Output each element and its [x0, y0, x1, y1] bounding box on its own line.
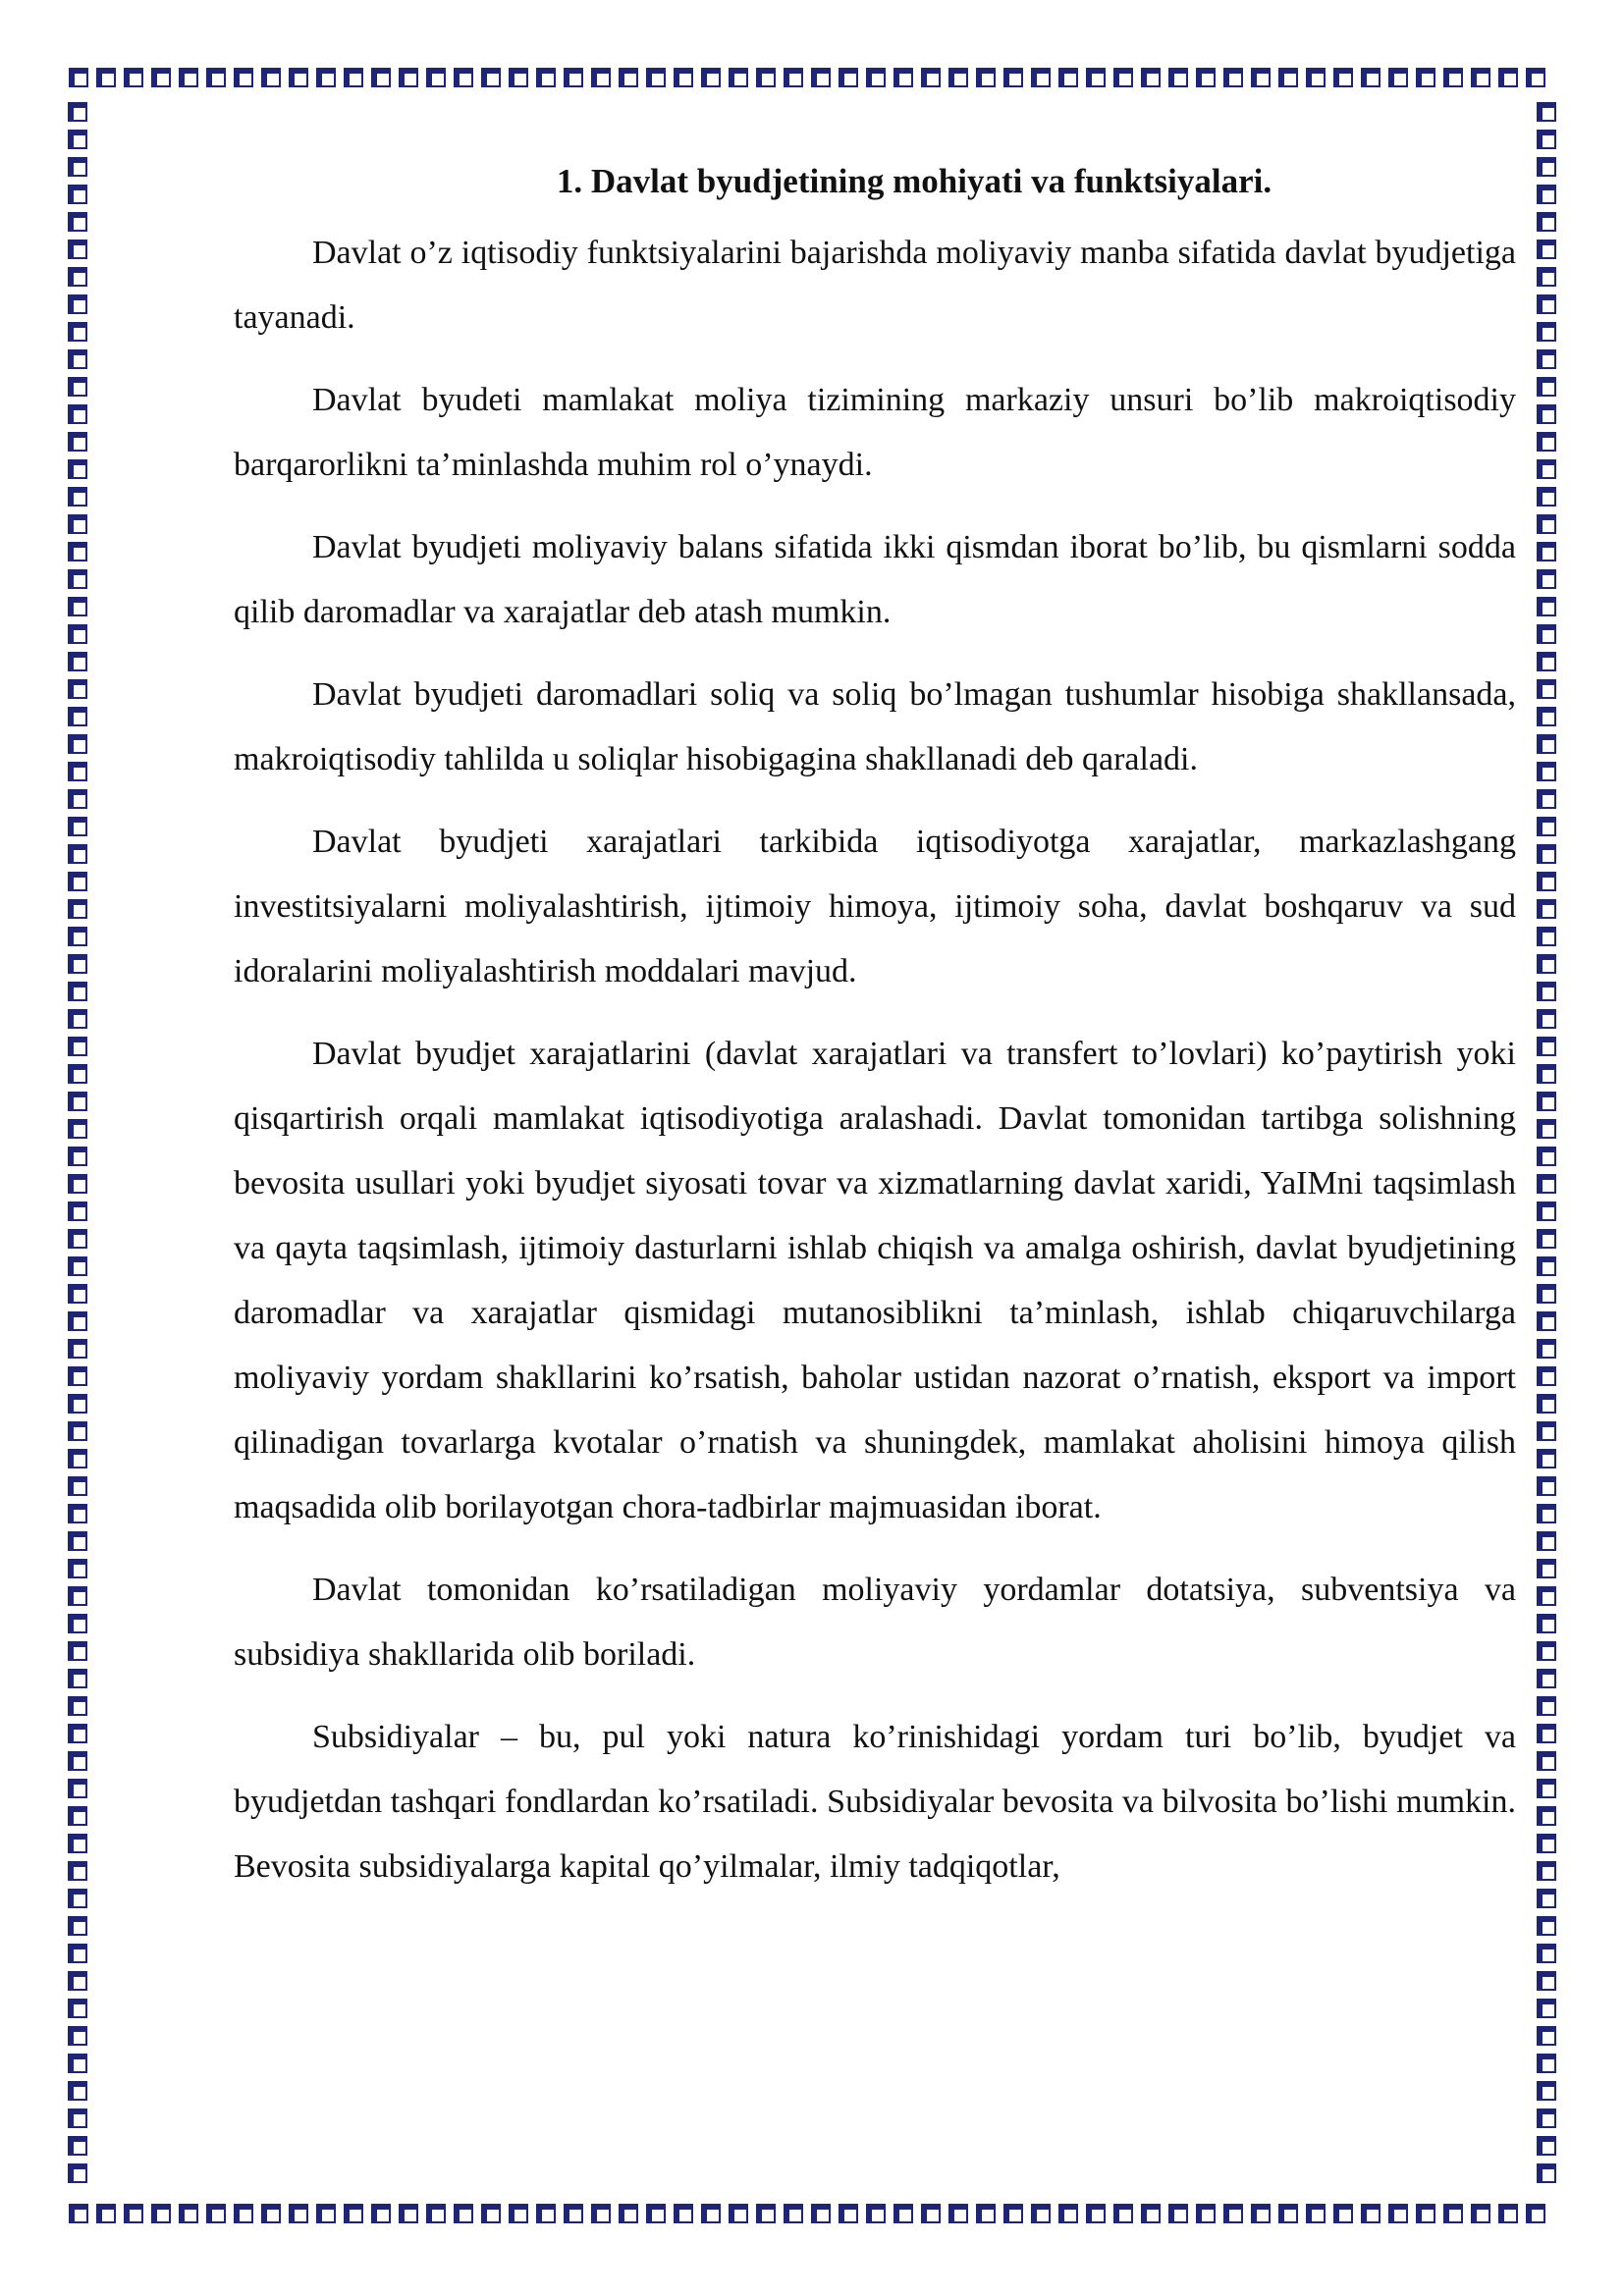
border-square: [68, 1366, 87, 1386]
border-square: [68, 294, 87, 314]
border-square: [68, 624, 87, 644]
border-square: [1537, 927, 1556, 946]
border-square: [1537, 1421, 1556, 1441]
border-square: [371, 2204, 391, 2223]
document-body: [234, 152, 1516, 1917]
paragraph: Davlat tomonidan ko’rsatiladigan moliyaviy yordamlar dotatsiya, subventsiya va subsidiya shakllarida olib boriladi.: [234, 1572, 1516, 1673]
border-square: [1113, 68, 1133, 87]
border-square: [1537, 1751, 1556, 1771]
border-square: [68, 707, 87, 726]
border-square: [1141, 2204, 1161, 2223]
border-square: [1278, 68, 1298, 87]
border-square: [68, 212, 87, 232]
border-square: [68, 1751, 87, 1771]
border-square: [1537, 1366, 1556, 1386]
border-square: [564, 68, 583, 87]
border-square: [1471, 68, 1490, 87]
border-square: [674, 68, 693, 87]
border-square: [1537, 1971, 1556, 1991]
border-square: [1537, 542, 1556, 561]
border-square: [68, 954, 87, 974]
section-title: 1. Davlat byudjetining mohiyati va funktsiyalari.: [556, 162, 1272, 200]
border-square: [756, 2204, 776, 2223]
border-square: [1537, 130, 1556, 149]
border-square: [1537, 294, 1556, 314]
border-square: [948, 2204, 968, 2223]
border-square: [68, 542, 87, 561]
border-square: [1537, 1064, 1556, 1084]
paragraph: Davlat byudjeti daromadlari soliq va soliq bo’lmagan tushumlar hisobiga shakllansada, makroiqtisodiy tahlilda u soliqlar hisobigagina shakllanadi deb qaraladi.: [234, 676, 1516, 777]
border-square: [1537, 322, 1556, 342]
border-square: [1537, 734, 1556, 754]
border-square: [509, 68, 528, 87]
border-square: [1416, 68, 1435, 87]
border-square: [68, 1889, 87, 1908]
border-square: [68, 1641, 87, 1661]
border-square: [1537, 1916, 1556, 1936]
border-square: [1537, 157, 1556, 177]
border-square: [68, 487, 87, 507]
border-square: [68, 1916, 87, 1936]
border-square: [234, 2204, 253, 2223]
border-square: [68, 1284, 87, 1304]
border-square: [68, 267, 87, 287]
border-square: [921, 2204, 941, 2223]
border-square: [756, 68, 776, 87]
border-square: [1537, 569, 1556, 589]
border-square: [1113, 2204, 1133, 2223]
border-square: [68, 1229, 87, 1249]
border-square: [1537, 954, 1556, 974]
border-square: [1537, 1009, 1556, 1029]
border-square: [289, 68, 308, 87]
border-square: [646, 2204, 666, 2223]
border-square: [1537, 1476, 1556, 1496]
border-square: [1537, 652, 1556, 671]
border-square: [536, 2204, 556, 2223]
border-square: [1537, 2136, 1556, 2156]
border-square: [68, 1999, 87, 2018]
border-square: [454, 2204, 473, 2223]
border-square: [866, 2204, 886, 2223]
border-square: [68, 1147, 87, 1166]
border-square: [619, 2204, 638, 2223]
border-square: [179, 2204, 198, 2223]
border-square: [68, 872, 87, 891]
border-square: [1141, 68, 1161, 87]
border-square: [893, 2204, 913, 2223]
border-square: [1537, 2109, 1556, 2128]
border-square: [1537, 1779, 1556, 1798]
border-square: [1537, 1449, 1556, 1468]
border-square: [68, 349, 87, 369]
border-square: [96, 68, 116, 87]
border-square: [68, 789, 87, 809]
paragraph: Subsidiyalar – bu, pul yoki natura ko’rinishidagi yordam turi bo’lib, byudjet va byudjetdan tashqari fondlardan ko’rsatiladi. Subsidiyalar bevosita va bilvosita bo’lishi mumkin. Bevosita subsidiyalarga kapital qo’yilmalar, ilmiy tadqiqotlar,: [234, 1719, 1516, 1885]
border-square: [1537, 1889, 1556, 1908]
border-square: [68, 1394, 87, 1414]
border-square: [591, 68, 611, 87]
border-square: [68, 1256, 87, 1276]
border-square: [1537, 872, 1556, 891]
border-square: [784, 68, 803, 87]
border-square: [1333, 2204, 1353, 2223]
border-square: [68, 2163, 87, 2183]
border-square: [839, 2204, 858, 2223]
border-square: [1333, 68, 1353, 87]
border-square: [68, 1421, 87, 1441]
border-square: [1168, 2204, 1188, 2223]
border-square: [68, 2054, 87, 2073]
border-square: [1537, 789, 1556, 809]
border-square: [68, 734, 87, 754]
border-square: [1537, 1256, 1556, 1276]
border-square: [811, 2204, 831, 2223]
border-square: [564, 2204, 583, 2223]
border-square: [371, 68, 391, 87]
border-square: [948, 68, 968, 87]
border-square: [1086, 2204, 1106, 2223]
border-square: [784, 2204, 803, 2223]
border-square: [674, 2204, 693, 2223]
border-square: [1537, 1641, 1556, 1661]
border-square: [1537, 1229, 1556, 1249]
border-square: [68, 2136, 87, 2156]
border-square: [68, 377, 87, 397]
border-square: [1537, 1284, 1556, 1304]
border-square: [1526, 68, 1545, 87]
border-square: [1537, 459, 1556, 479]
border-square: [316, 68, 336, 87]
border-square: [619, 68, 638, 87]
border-square: [1537, 1037, 1556, 1056]
border-square: [1537, 982, 1556, 1001]
border-square: [68, 762, 87, 781]
border-square: [866, 68, 886, 87]
border-square: [509, 2204, 528, 2223]
border-square: [68, 1779, 87, 1798]
border-square: [1537, 1119, 1556, 1139]
border-square: [1361, 2204, 1380, 2223]
border-square: [976, 2204, 996, 2223]
border-square: [68, 130, 87, 149]
border-square: [1443, 68, 1463, 87]
border-square: [1498, 2204, 1518, 2223]
border-square: [1537, 844, 1556, 864]
border-square: [1537, 1614, 1556, 1633]
border-square: [399, 68, 418, 87]
border-square: [1537, 1504, 1556, 1523]
border-square: [1086, 68, 1106, 87]
border-square: [1003, 68, 1023, 87]
border-square: [68, 652, 87, 671]
decorative-border-bottom: [65, 2201, 1549, 2226]
border-square: [69, 2204, 88, 2223]
border-square: [68, 1944, 87, 1963]
border-square: [1498, 68, 1518, 87]
border-square: [68, 1174, 87, 1194]
border-square: [1306, 68, 1326, 87]
border-square: [1306, 2204, 1326, 2223]
border-square: [68, 1009, 87, 1029]
border-square: [1537, 679, 1556, 699]
border-square: [481, 68, 501, 87]
border-square: [701, 2204, 721, 2223]
border-square: [591, 2204, 611, 2223]
border-square: [1003, 2204, 1023, 2223]
border-square: [1251, 68, 1271, 87]
border-square: [206, 68, 226, 87]
border-square: [976, 68, 996, 87]
border-square: [1537, 1861, 1556, 1881]
border-square: [1537, 2054, 1556, 2073]
border-square: [893, 68, 913, 87]
border-square: [261, 2204, 281, 2223]
paragraph: Davlat o’z iqtisodiy funktsiyalarini bajarishda moliyaviy manba sifatida davlat byudjetiga tayanadi.: [234, 235, 1516, 336]
border-square: [68, 1971, 87, 1991]
border-square: [1537, 1806, 1556, 1826]
border-square: [1537, 597, 1556, 616]
border-square: [1031, 2204, 1051, 2223]
border-square: [1537, 212, 1556, 232]
border-square: [1537, 1696, 1556, 1716]
border-square: [1278, 2204, 1298, 2223]
border-square: [1537, 707, 1556, 726]
border-square: [729, 68, 748, 87]
border-square: [1537, 185, 1556, 204]
border-square: [68, 1724, 87, 1743]
border-square: [1537, 1092, 1556, 1111]
border-square: [1416, 2204, 1435, 2223]
border-square: [1537, 1586, 1556, 1606]
border-square: [68, 899, 87, 919]
border-square: [316, 2204, 336, 2223]
border-square: [1537, 487, 1556, 507]
border-square: [1526, 2204, 1545, 2223]
border-square: [1196, 2204, 1216, 2223]
border-square: [68, 1531, 87, 1551]
border-square: [1537, 1201, 1556, 1221]
paragraph: Davlat byudjet xarajatlarini (davlat xarajatlari va transfert to’lovlari) ko’paytirish yoki qisqartirish orqali mamlakat iqtisodiyotiga aralashadi. Davlat tomonidan tartibga solishning bevosita usullari yoki byudjet siyosati tovar va xizmatlarning davlat xaridi, YaIMni taqsimlash va qayta taqsimlash, ijtimoiy dasturlarni ishlab chiqish va amalga oshirish, davlat byudjetining daromadlar va xarajatlar qismidagi mutanosiblikni ta’minlash, ishlab chiqaruvchilarga moliyaviy yordam shakllarini ko’rsatish, baholar ustidan nazorat o’rnatish, eksport va import qilinadigan tovarlarga kvotalar o’rnatish va shuningdek, mamlakat aholisini himoya qilish maqsadida olib borilayotgan chora-tadbirlar majmuasidan iborat.: [234, 1036, 1516, 1525]
border-square: [234, 68, 253, 87]
paragraph: Davlat byudjeti moliyaviy balans sifatida ikki qismdan iborat bo’lib, bu qismlarni sodda qilib daromadlar va xarajatlar deb atash mumkin.: [234, 529, 1516, 630]
border-square: [124, 68, 143, 87]
border-square: [1537, 1834, 1556, 1853]
border-square: [1537, 102, 1556, 122]
border-square: [68, 817, 87, 836]
border-square: [399, 2204, 418, 2223]
border-square: [426, 2204, 446, 2223]
paragraph: Davlat byudjeti xarajatlari tarkibida iqtisodiyotga xarajatlar, markazlashgang investitsiyalarni moliyalashtirish, ijtimoiy himoya, ijtimoiy soha, davlat boshqaruv va sud idoralarini moliyalashtirish moddalari mavjud.: [234, 824, 1516, 989]
border-square: [1223, 68, 1243, 87]
border-square: [69, 68, 88, 87]
border-square: [1388, 2204, 1408, 2223]
border-square: [811, 68, 831, 87]
border-square: [1537, 2026, 1556, 2046]
border-square: [68, 514, 87, 534]
border-square: [68, 1476, 87, 1496]
border-square: [1537, 1944, 1556, 1963]
border-square: [151, 68, 171, 87]
border-square: [68, 597, 87, 616]
border-square: [68, 1559, 87, 1578]
border-square: [1361, 68, 1380, 87]
border-square: [1537, 1339, 1556, 1359]
border-square: [68, 1339, 87, 1359]
paragraph: Davlat byudeti mamlakat moliya tizimining markaziy unsuri bo’lib makroiqtisodiy barqarorlikni ta’minlashda muhim rol o’ynaydi.: [234, 382, 1516, 483]
border-square: [454, 68, 473, 87]
border-square: [1443, 2204, 1463, 2223]
border-square: [1251, 2204, 1271, 2223]
border-square: [68, 1201, 87, 1221]
border-square: [426, 68, 446, 87]
border-square: [68, 1064, 87, 1084]
border-square: [1537, 1174, 1556, 1194]
border-square: [1537, 1999, 1556, 2018]
border-square: [179, 68, 198, 87]
border-square: [921, 68, 941, 87]
border-square: [68, 1449, 87, 1468]
border-square: [261, 68, 281, 87]
border-square: [1058, 68, 1078, 87]
border-square: [206, 2204, 226, 2223]
border-square: [701, 68, 721, 87]
border-square: [1388, 68, 1408, 87]
border-square: [68, 404, 87, 424]
border-square: [68, 1614, 87, 1633]
border-square: [1537, 1394, 1556, 1414]
border-square: [1537, 2081, 1556, 2101]
border-square: [68, 2109, 87, 2128]
decorative-border-left: [65, 98, 90, 2187]
border-square: [1537, 624, 1556, 644]
border-square: [646, 68, 666, 87]
border-square: [839, 68, 858, 87]
border-square: [68, 322, 87, 342]
border-square: [729, 2204, 748, 2223]
border-square: [68, 1311, 87, 1331]
border-square: [481, 2204, 501, 2223]
border-square: [1537, 1531, 1556, 1551]
border-square: [1537, 1559, 1556, 1578]
border-square: [151, 2204, 171, 2223]
border-square: [1168, 68, 1188, 87]
border-square: [68, 679, 87, 699]
border-square: [536, 68, 556, 87]
border-square: [68, 844, 87, 864]
border-square: [1031, 68, 1051, 87]
border-square: [1537, 2163, 1556, 2183]
border-square: [1223, 2204, 1243, 2223]
border-square: [68, 240, 87, 259]
border-square: [1537, 514, 1556, 534]
border-square: [68, 1834, 87, 1853]
border-square: [1196, 68, 1216, 87]
border-square: [1537, 899, 1556, 919]
border-square: [68, 1861, 87, 1881]
decorative-border-right: [1534, 98, 1559, 2187]
border-square: [124, 2204, 143, 2223]
border-square: [1471, 2204, 1490, 2223]
border-square: [344, 2204, 363, 2223]
border-square: [68, 982, 87, 1001]
border-square: [68, 927, 87, 946]
border-square: [68, 102, 87, 122]
decorative-border-top: [65, 65, 1549, 90]
border-square: [96, 2204, 116, 2223]
border-square: [1537, 1669, 1556, 1688]
border-square: [68, 1037, 87, 1056]
border-square: [1537, 1724, 1556, 1743]
border-square: [68, 185, 87, 204]
border-square: [1537, 432, 1556, 452]
border-square: [289, 2204, 308, 2223]
border-square: [1537, 377, 1556, 397]
border-square: [68, 432, 87, 452]
border-square: [68, 157, 87, 177]
border-square: [68, 1586, 87, 1606]
border-square: [1537, 762, 1556, 781]
border-square: [68, 1696, 87, 1716]
border-square: [1058, 2204, 1078, 2223]
border-square: [1537, 404, 1556, 424]
border-square: [1537, 267, 1556, 287]
border-square: [68, 1119, 87, 1139]
border-square: [68, 459, 87, 479]
border-square: [68, 2081, 87, 2101]
border-square: [68, 1092, 87, 1111]
border-square: [1537, 1311, 1556, 1331]
border-square: [1537, 1147, 1556, 1166]
border-square: [68, 1504, 87, 1523]
border-square: [68, 1806, 87, 1826]
border-square: [1537, 240, 1556, 259]
border-square: [1537, 349, 1556, 369]
border-square: [344, 68, 363, 87]
border-square: [68, 569, 87, 589]
border-square: [68, 2026, 87, 2046]
border-square: [1537, 817, 1556, 836]
border-square: [68, 1669, 87, 1688]
